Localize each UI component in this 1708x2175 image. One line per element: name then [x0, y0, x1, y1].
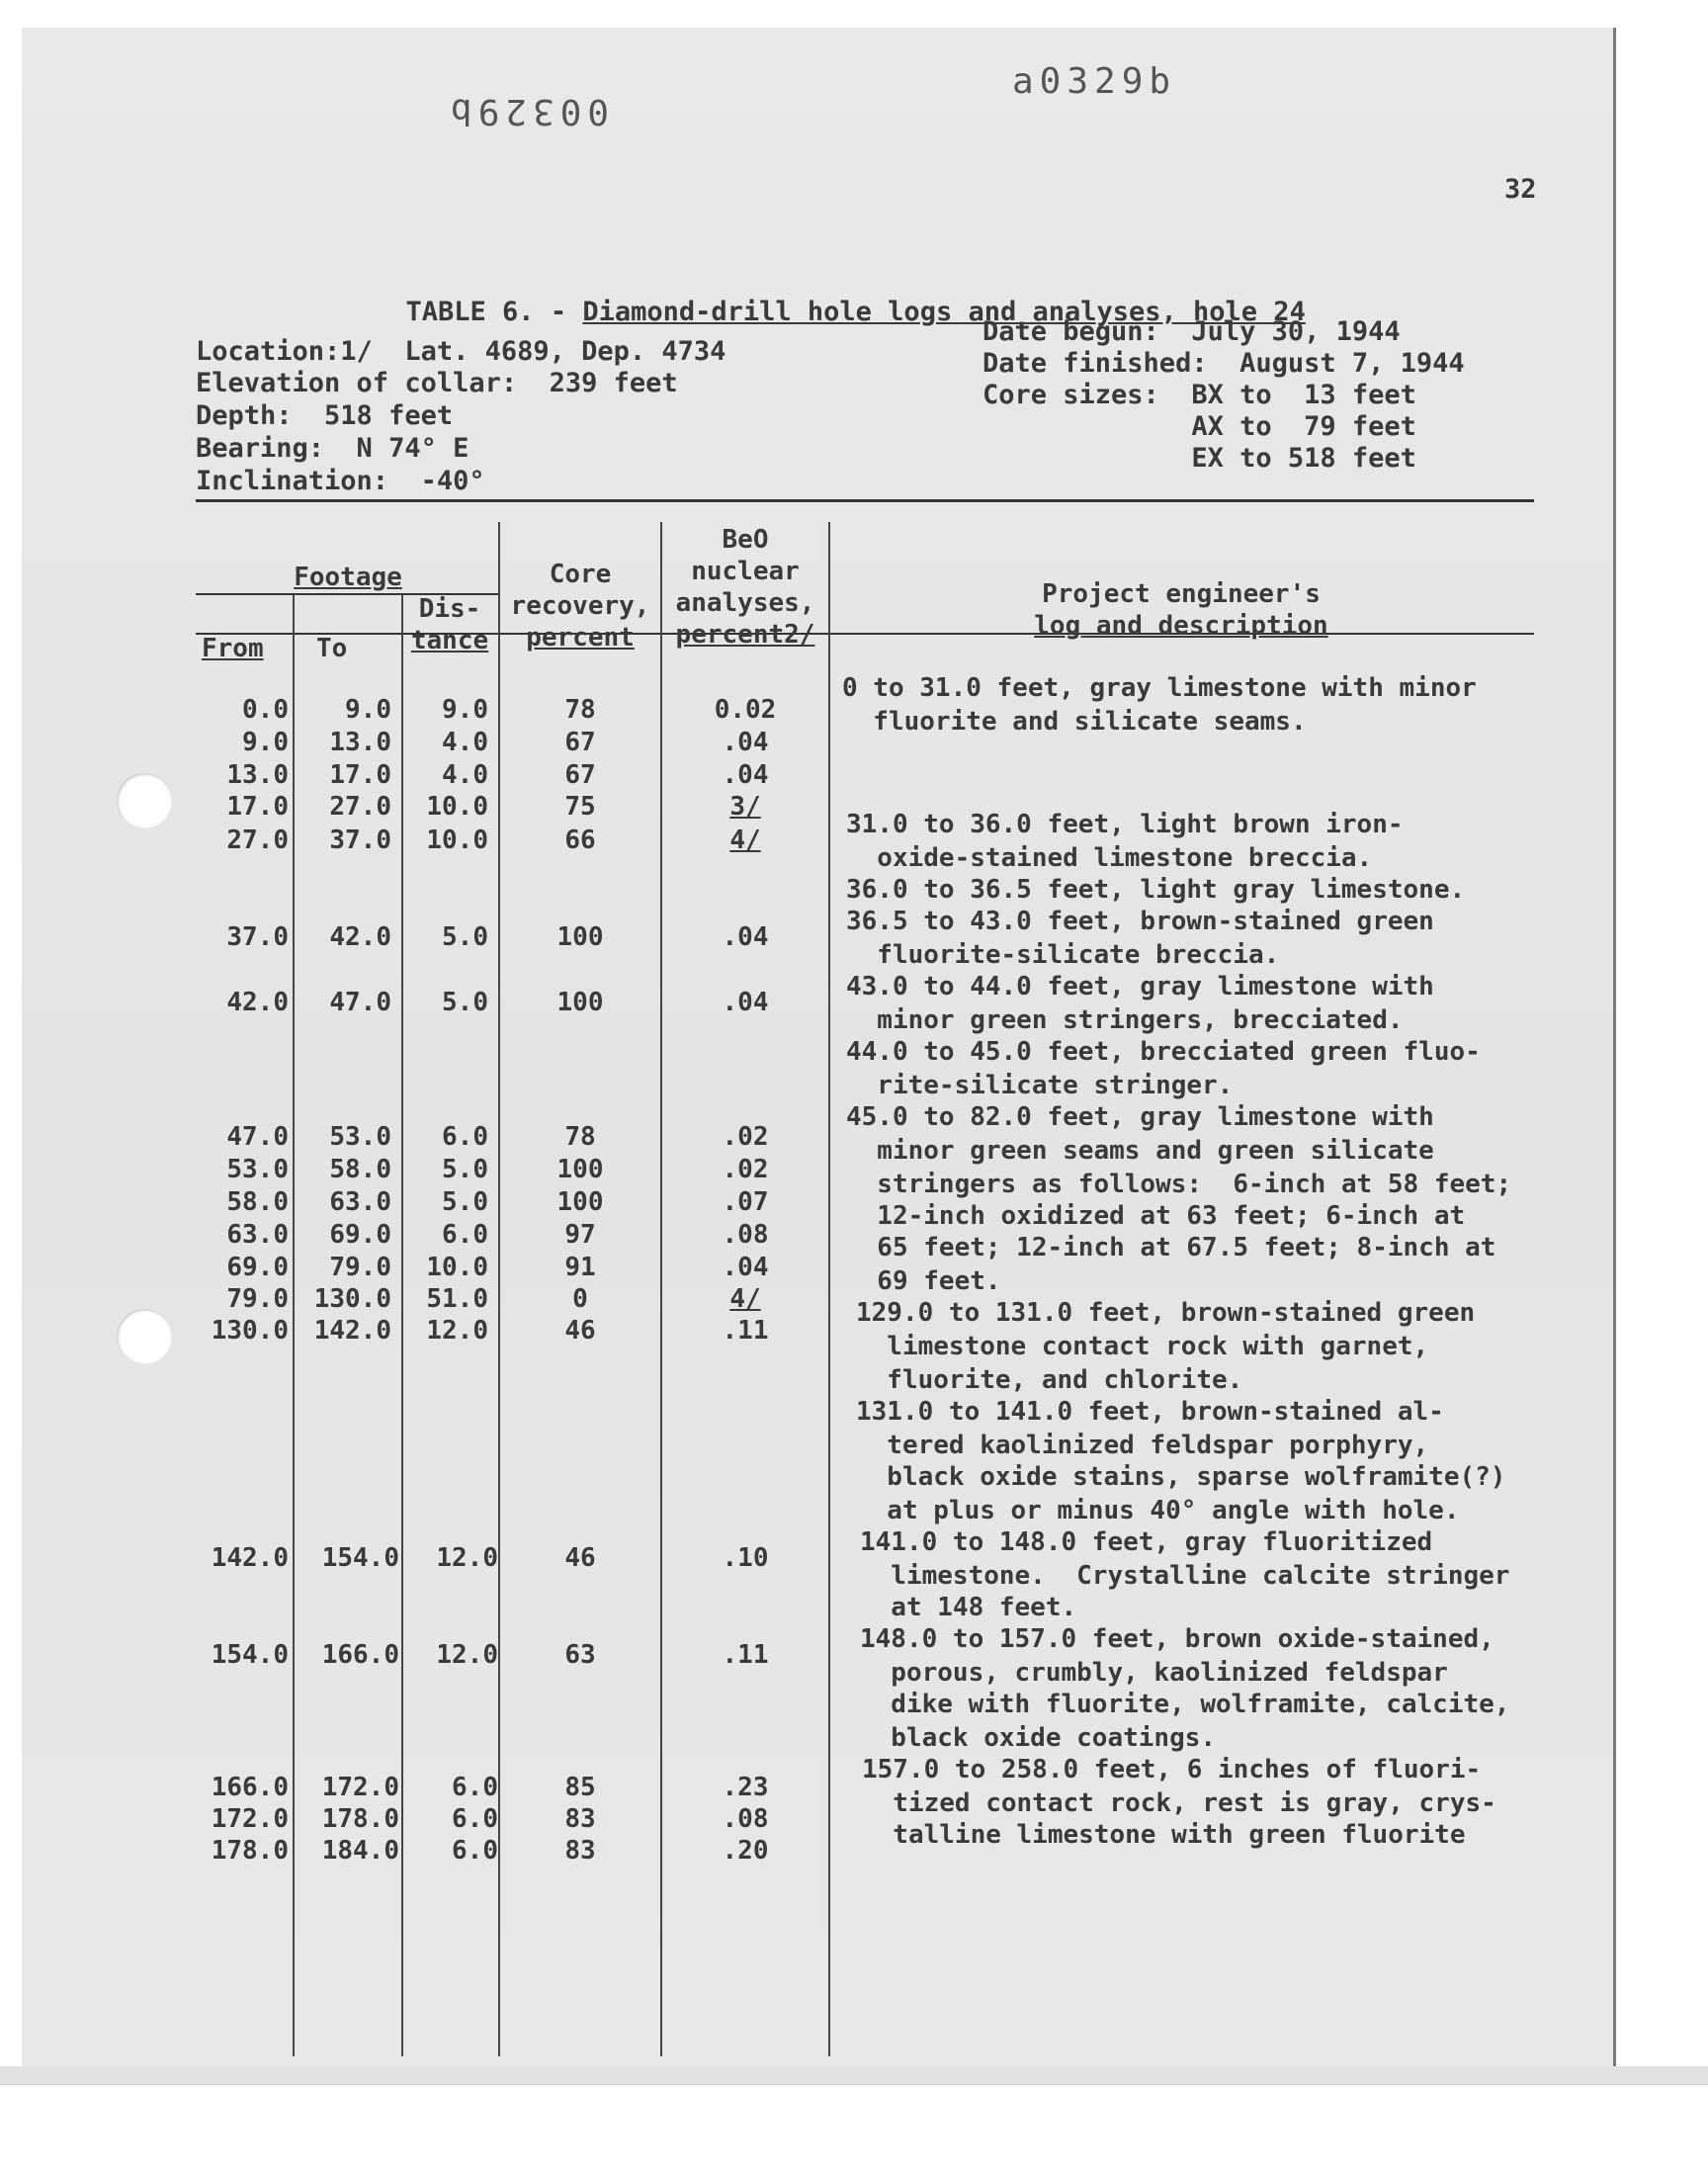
- cell-to: 178.0: [321, 1804, 399, 1834]
- cell-core-recovery: 85: [564, 1773, 596, 1802]
- cell-from: 27.0: [226, 826, 289, 855]
- log-line: tered kaolinized feldspar porphyry,: [856, 1431, 1429, 1460]
- cell-distance: 12.0: [436, 1640, 498, 1670]
- cell-distance: 5.0: [442, 1155, 488, 1184]
- cell-from: 154.0: [211, 1640, 289, 1670]
- cell-core-recovery: 66: [564, 826, 596, 855]
- cell-beo: 4/: [729, 826, 761, 855]
- log-line: rite-silicate stringer.: [846, 1071, 1234, 1100]
- log-line: black oxide coatings.: [860, 1723, 1217, 1753]
- log-line: talline limestone with green fluorite: [862, 1820, 1466, 1850]
- header-distance-1: Dis-: [418, 594, 481, 624]
- cell-core-recovery: 97: [564, 1220, 596, 1250]
- info-location: Location:1/ Lat. 4689, Dep. 4734: [196, 336, 726, 367]
- log-line: 141.0 to 148.0 feet, gray fluoritized: [860, 1527, 1433, 1557]
- log-line: minor green stringers, brecciated.: [846, 1005, 1404, 1035]
- cell-core-recovery: 100: [556, 1155, 604, 1184]
- cell-beo: 3/: [729, 792, 761, 822]
- cell-beo: .11: [722, 1316, 769, 1346]
- cell-distance: 51.0: [426, 1284, 488, 1314]
- scanner-bed-strip: [0, 2066, 1708, 2085]
- cell-core-recovery: 67: [564, 728, 596, 757]
- log-line: minor green seams and green silicate: [846, 1136, 1434, 1166]
- cell-from: 9.0: [242, 728, 289, 757]
- cell-from: 58.0: [226, 1187, 289, 1217]
- table-title-main: Diamond-drill hole logs and analyses, hole 24: [582, 297, 1306, 327]
- cell-from: 53.0: [226, 1155, 289, 1184]
- cell-from: 130.0: [211, 1316, 289, 1346]
- log-line: 129.0 to 131.0 feet, brown-stained green: [856, 1298, 1476, 1328]
- log-line: 36.5 to 43.0 feet, brown-stained green: [846, 907, 1434, 936]
- header-core-2: recovery,: [510, 591, 650, 621]
- cell-from: 69.0: [226, 1253, 289, 1282]
- cell-distance: 5.0: [442, 1187, 488, 1217]
- cell-core-recovery: 91: [564, 1253, 596, 1282]
- cell-core-recovery: 100: [556, 1187, 604, 1217]
- cell-beo: .11: [722, 1640, 769, 1670]
- cell-distance: 12.0: [426, 1316, 488, 1346]
- log-line: fluorite, and chlorite.: [856, 1365, 1243, 1395]
- log-line: 44.0 to 45.0 feet, brecciated green fluo-: [846, 1037, 1481, 1067]
- log-line: 43.0 to 44.0 feet, gray limestone with: [846, 972, 1434, 1001]
- log-line: stringers as follows: 6-inch at 58 feet;: [846, 1170, 1512, 1199]
- log-line: limestone. Crystalline calcite stringer: [860, 1561, 1510, 1591]
- cell-beo: .04: [722, 922, 769, 952]
- cell-beo: .20: [722, 1836, 769, 1866]
- cell-core-recovery: 78: [564, 695, 596, 725]
- cell-core-recovery: 75: [564, 792, 596, 822]
- cell-distance: 10.0: [426, 826, 488, 855]
- cell-from: 47.0: [226, 1122, 289, 1152]
- cell-core-recovery: 67: [564, 760, 596, 790]
- cell-from: 142.0: [211, 1543, 289, 1573]
- cell-distance: 5.0: [442, 922, 488, 952]
- header-beo-3: analyses,: [675, 588, 815, 618]
- cell-to: 142.0: [313, 1316, 391, 1346]
- cell-core-recovery: 63: [564, 1640, 596, 1670]
- log-line: dike with fluorite, wolframite, calcite,: [860, 1690, 1510, 1719]
- cell-beo: .08: [722, 1804, 769, 1834]
- info-depth: Depth: 518 feet: [196, 400, 454, 431]
- col-divider-beo: [828, 522, 830, 2056]
- cell-core-recovery: 0: [572, 1284, 588, 1314]
- cell-from: 13.0: [226, 760, 289, 790]
- log-line: 12-inch oxidized at 63 feet; 6-inch at: [846, 1201, 1466, 1231]
- cell-to: 130.0: [313, 1284, 391, 1314]
- log-line: at plus or minus 40° angle with hole.: [856, 1496, 1460, 1525]
- log-line: fluorite and silicate seams.: [842, 707, 1307, 737]
- inverted-stamp-number: 00329b: [445, 91, 610, 131]
- cell-from: 178.0: [211, 1836, 289, 1866]
- info-elevation: Elevation of collar: 239 feet: [196, 368, 678, 398]
- cell-beo: .10: [722, 1543, 769, 1573]
- header-beo-1: BeO: [722, 525, 769, 555]
- header-to: To: [316, 634, 348, 663]
- log-line: 157.0 to 258.0 feet, 6 inches of fluori-: [862, 1755, 1482, 1784]
- log-line: at 148 feet.: [860, 1593, 1077, 1622]
- log-line: 45.0 to 82.0 feet, gray limestone with: [846, 1102, 1434, 1132]
- cell-distance: 10.0: [426, 792, 488, 822]
- header-footage: Footage: [294, 563, 402, 592]
- cell-beo: .08: [722, 1220, 769, 1250]
- header-distance-2: tance: [410, 626, 489, 655]
- info-bearing: Bearing: N 74° E: [196, 433, 470, 464]
- cell-from: 172.0: [211, 1804, 289, 1834]
- log-line: tized contact rock, rest is gray, crys-: [862, 1788, 1496, 1818]
- header-beo-2: nuclear: [691, 557, 800, 586]
- cell-beo: .04: [722, 988, 769, 1017]
- punch-hole-top: [117, 773, 172, 828]
- header-log-1: Project engineer's: [1042, 579, 1321, 609]
- cell-to: 69.0: [329, 1220, 391, 1250]
- cell-core-recovery: 83: [564, 1836, 596, 1866]
- cell-distance: 4.0: [442, 760, 488, 790]
- cell-from: 0.0: [242, 695, 289, 725]
- cell-core-recovery: 78: [564, 1122, 596, 1152]
- cell-to: 79.0: [329, 1253, 391, 1282]
- info-date-begun: Date begun: July 30, 1944: [982, 316, 1401, 347]
- log-line: 36.0 to 36.5 feet, light gray limestone.: [846, 875, 1466, 905]
- info-date-finished: Date finished: August 7, 1944: [982, 348, 1465, 379]
- cell-beo: .07: [722, 1187, 769, 1217]
- cell-to: 166.0: [321, 1640, 399, 1670]
- cell-distance: 6.0: [442, 1122, 488, 1152]
- log-line: oxide-stained limestone breccia.: [846, 843, 1373, 873]
- cell-distance: 6.0: [452, 1773, 498, 1802]
- cell-core-recovery: 100: [556, 988, 604, 1017]
- cell-beo: .02: [722, 1155, 769, 1184]
- cell-from: 37.0: [226, 922, 289, 952]
- header-core-3: percent: [526, 623, 635, 652]
- cell-to: 184.0: [321, 1836, 399, 1866]
- cell-distance: 10.0: [426, 1253, 488, 1282]
- cell-to: 47.0: [329, 988, 391, 1017]
- cell-to: 9.0: [345, 695, 391, 725]
- cell-from: 63.0: [226, 1220, 289, 1250]
- cell-to: 154.0: [321, 1543, 399, 1573]
- cell-to: 53.0: [329, 1122, 391, 1152]
- cell-core-recovery: 46: [564, 1543, 596, 1573]
- cell-core-recovery: 83: [564, 1804, 596, 1834]
- cell-to: 58.0: [329, 1155, 391, 1184]
- cell-from: 17.0: [226, 792, 289, 822]
- log-line: fluorite-silicate breccia.: [846, 940, 1280, 970]
- table-title-prefix: TABLE 6. -: [405, 297, 583, 327]
- header-log-2: log and description: [1034, 611, 1328, 641]
- cell-core-recovery: 46: [564, 1316, 596, 1346]
- cell-to: 172.0: [321, 1773, 399, 1802]
- col-divider-from: [293, 595, 295, 2056]
- log-line: porous, crumbly, kaolinized feldspar: [860, 1658, 1448, 1688]
- log-line: 131.0 to 141.0 feet, brown-stained al-: [856, 1397, 1444, 1427]
- log-line: 0 to 31.0 feet, gray limestone with minor: [842, 673, 1477, 703]
- cell-core-recovery: 100: [556, 922, 604, 952]
- table-top-rule: [196, 499, 1534, 502]
- log-line: 31.0 to 36.0 feet, light brown iron-: [846, 810, 1404, 839]
- cell-distance: 5.0: [442, 988, 488, 1017]
- header-core-1: Core: [549, 560, 612, 589]
- log-line: limestone contact rock with garnet,: [856, 1332, 1429, 1361]
- cell-beo: .02: [722, 1122, 769, 1152]
- stamp-number: a0329b: [1012, 61, 1177, 102]
- log-line: 69 feet.: [846, 1266, 1001, 1296]
- log-line: black oxide stains, sparse wolframite(?): [856, 1462, 1506, 1492]
- cell-from: 42.0: [226, 988, 289, 1017]
- info-core-ax: AX to 79 feet: [982, 411, 1416, 442]
- punch-hole-bottom: [117, 1309, 172, 1364]
- info-core-bx: Core sizes: BX to 13 feet: [982, 380, 1416, 410]
- cell-to: 37.0: [329, 826, 391, 855]
- cell-distance: 6.0: [452, 1836, 498, 1866]
- cell-beo: .23: [722, 1773, 769, 1802]
- header-from: From: [202, 634, 264, 663]
- cell-beo: 4/: [729, 1284, 761, 1314]
- cell-distance: 9.0: [442, 695, 488, 725]
- info-inclination: Inclination: -40°: [196, 466, 485, 496]
- cell-distance: 6.0: [442, 1220, 488, 1250]
- cell-beo: .04: [722, 728, 769, 757]
- cell-distance: 6.0: [452, 1804, 498, 1834]
- header-beo-4: percent2/: [675, 620, 815, 650]
- cell-beo: .04: [722, 760, 769, 790]
- info-core-ex: EX to 518 feet: [982, 443, 1416, 474]
- cell-to: 17.0: [329, 760, 391, 790]
- cell-beo: 0.02: [714, 695, 777, 725]
- log-line: 148.0 to 157.0 feet, brown oxide-stained,: [860, 1624, 1494, 1654]
- cell-distance: 4.0: [442, 728, 488, 757]
- cell-to: 13.0: [329, 728, 391, 757]
- cell-distance: 12.0: [436, 1543, 498, 1573]
- cell-from: 166.0: [211, 1773, 289, 1802]
- cell-to: 63.0: [329, 1187, 391, 1217]
- page-number: 32: [1504, 174, 1537, 205]
- log-line: 65 feet; 12-inch at 67.5 feet; 8-inch at: [846, 1233, 1496, 1262]
- cell-to: 27.0: [329, 792, 391, 822]
- cell-to: 42.0: [329, 922, 391, 952]
- cell-beo: .04: [722, 1253, 769, 1282]
- cell-from: 79.0: [226, 1284, 289, 1314]
